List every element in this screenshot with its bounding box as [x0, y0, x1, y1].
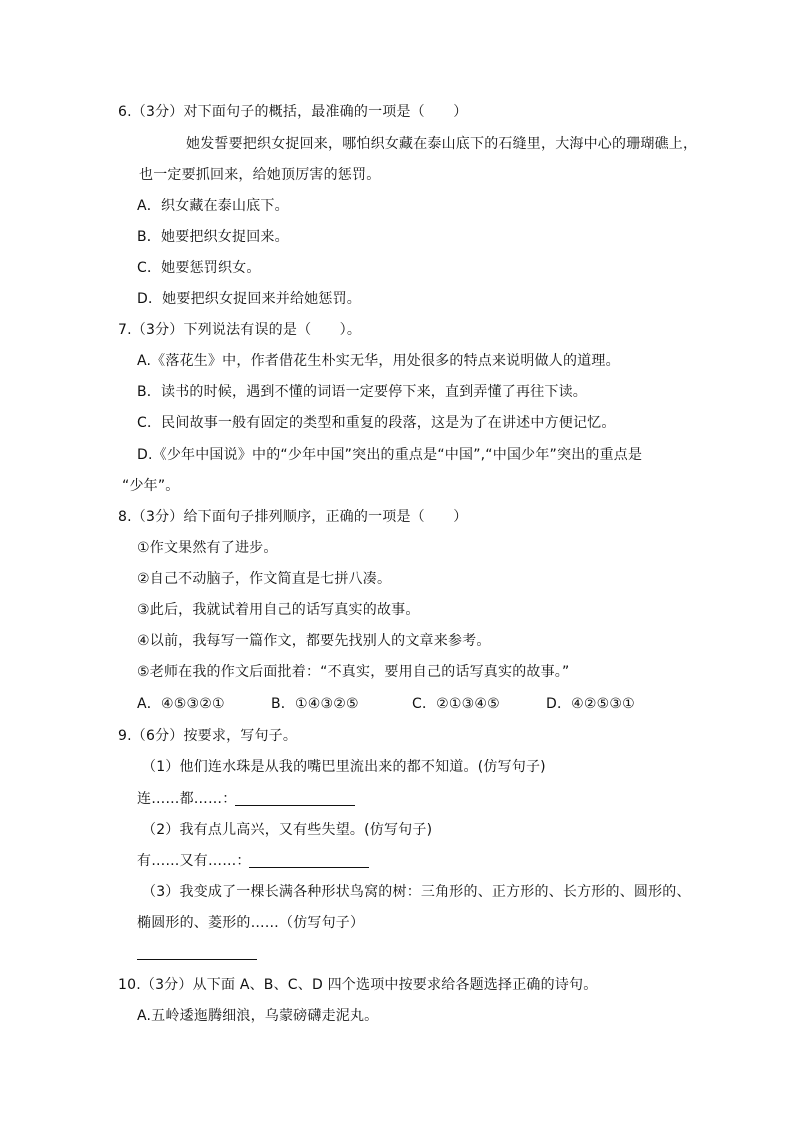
q9-sub3-line-1: （3）我变成了一棵长满各种形状鸟窝的树：三角形的、正方形的、长方形的、圆形的、 — [142, 884, 691, 900]
q7-option-d-line-1: D.《少年中国说》中的“少年中国”突出的重点是“中国”,“中国少年”突出的重点是 — [137, 447, 643, 463]
q6-option-c: C．她要惩罚织女。 — [137, 260, 261, 276]
q9-sub2-answer-blank[interactable] — [249, 867, 369, 868]
q6-stem: 6.（3分）对下面句子的概括，最准确的一项是（ ） — [118, 104, 468, 120]
q9-stem: 9.（6分）按要求，写句子。 — [118, 728, 298, 744]
q9-sub2: （2）我有点儿高兴，又有些失望。(仿写句子) — [142, 822, 433, 838]
q8-sentence-4: ④以前，我每写一篇作文，都要先找别人的文章来参考。 — [137, 633, 491, 649]
q8-choice-d: D．④②⑤③① — [546, 696, 635, 712]
q8-choice-c: C．②①③④⑤ — [412, 696, 500, 712]
q7-option-d-line-2: “少年”。 — [122, 478, 180, 494]
q9-sub2-prompt: 有……又有……： — [137, 853, 251, 869]
q8-choice-b: B．①④③②⑤ — [271, 696, 359, 712]
q7-option-a: A.《落花生》中，作者借花生朴实无华，用处很多的特点来说明做人的道理。 — [137, 353, 620, 369]
q7-option-b: B．读书的时候，遇到不懂的词语一定要停下来，直到弄懂了再往下读。 — [137, 384, 588, 400]
q6-option-d: D．她要把织女捉回来并给她惩罚。 — [137, 291, 361, 307]
q10-option-a: A.五岭逶迤腾细浪，乌蒙磅礴走泥丸。 — [137, 1008, 379, 1024]
q9-sub3-line-2: 椭圆形的、菱形的……（仿写句子） — [137, 915, 365, 931]
q8-sentence-2: ②自己不动脑子，作文简直是七拼八凑。 — [137, 571, 392, 587]
q9-sub1-prompt: 连……都……： — [137, 791, 237, 807]
q7-option-c: C．民间故事一般有固定的类型和重复的段落，这是为了在讲述中方便记忆。 — [137, 415, 616, 431]
q8-sentence-1: ①作文果然有了进步。 — [137, 540, 278, 556]
q8-sentence-5: ⑤老师在我的作文后面批着：“不真实，要用自己的话写真实的故事。” — [137, 664, 570, 680]
q8-sentence-3: ③此后，我就试着用自己的话写真实的故事。 — [137, 602, 420, 618]
q8-stem: 8.（3分）给下面句子排列顺序，正确的一项是（ ） — [118, 509, 468, 525]
q8-choice-a: A．④⑤③②① — [137, 696, 225, 712]
q9-sub1-answer-blank[interactable] — [235, 805, 355, 806]
q6-passage-line-2: 也一定要抓回来，给她顶厉害的惩罚。 — [139, 167, 381, 183]
q7-stem: 7.（3分）下列说法有误的是（ ）。 — [118, 322, 362, 338]
q6-option-b: B．她要把织女捉回来。 — [137, 229, 289, 245]
q6-option-a: A．织女藏在泰山底下。 — [137, 198, 289, 214]
q6-passage-line-1: 她发誓要把织女捉回来，哪怕织女藏在泰山底下的石缝里，大海中心的珊瑚礁上， — [186, 136, 698, 152]
q9-sub3-answer-blank[interactable] — [137, 959, 257, 960]
q10-stem: 10.（3分）从下面 A、B、C、D 四个选项中按要求给各题选择正确的诗句。 — [118, 977, 598, 993]
q9-sub1: （1）他们连水珠是从我的嘴巴里流出来的都不知道。(仿写句子) — [142, 759, 546, 775]
